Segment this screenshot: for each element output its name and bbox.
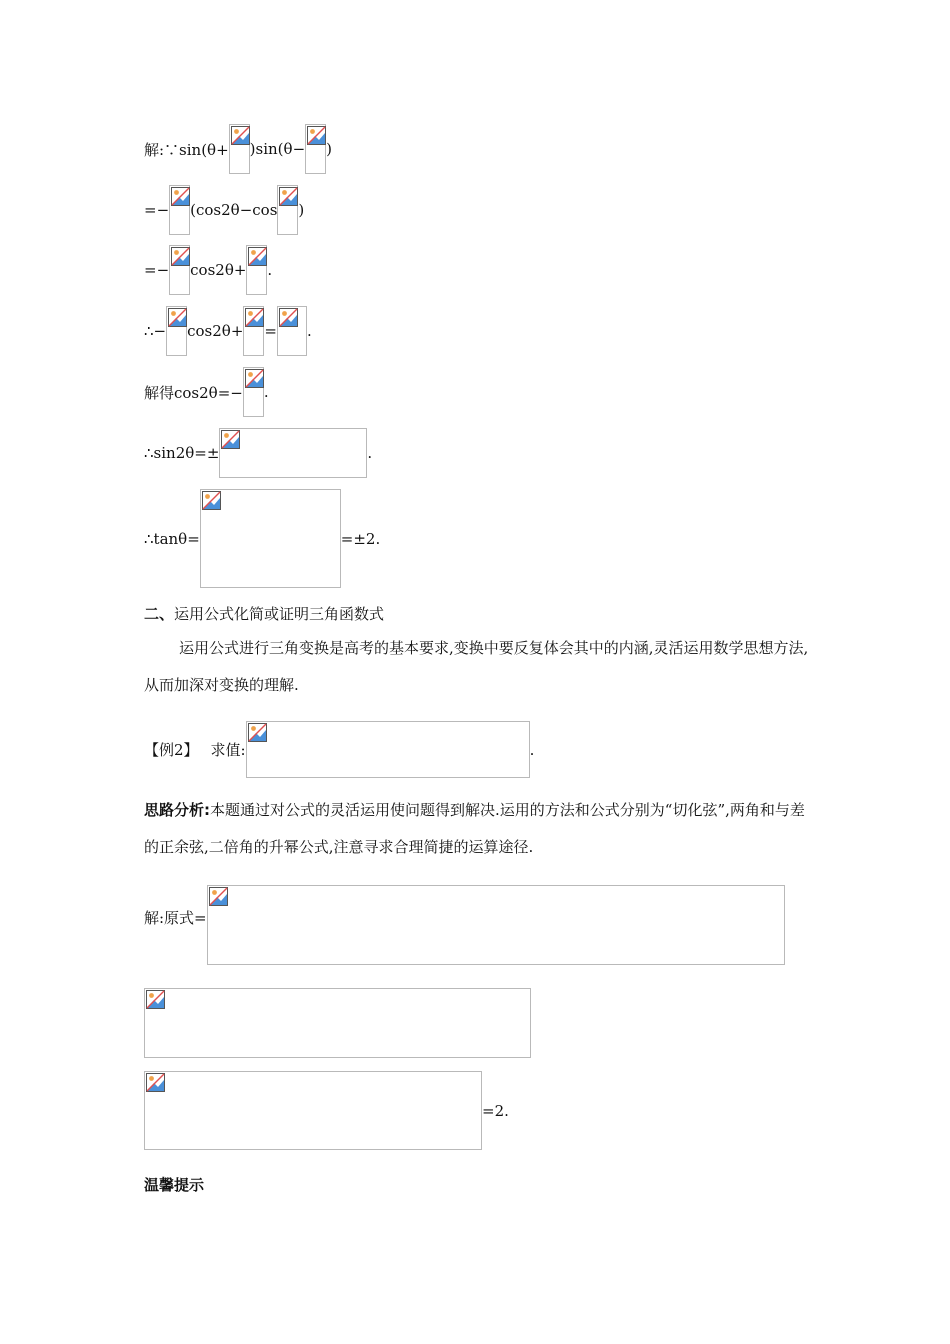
formula-image <box>243 367 264 417</box>
solution-line-5 <box>144 367 269 417</box>
line-text: ) <box>326 140 332 158</box>
section-heading <box>144 603 384 624</box>
formula-image <box>246 245 267 295</box>
broken-image-icon <box>202 491 221 510</box>
broken-image-icon <box>245 369 264 388</box>
solution-line-7 <box>144 489 380 588</box>
line-text: =±2. <box>340 529 381 548</box>
line-text: ) <box>298 201 305 219</box>
solution-line-2 <box>144 185 304 235</box>
formula-image <box>219 428 367 478</box>
analysis-label: 思路分析: <box>144 801 210 819</box>
broken-image-icon <box>231 126 250 145</box>
line-text: (cos2θ−cos <box>190 201 278 219</box>
line-text: cos2θ+ <box>187 322 244 340</box>
formula-image <box>144 1071 482 1150</box>
line-text: = <box>264 322 277 340</box>
line-text: =− <box>144 261 170 279</box>
line-text: . <box>529 740 535 759</box>
section-intro: 运用公式进行三角变换是高考的基本要求,变换中要反复体会其中的内涵,灵活运用数学思想方法,从而加深对变换的理解. <box>144 639 809 694</box>
broken-image-icon <box>279 308 298 327</box>
line-text: ∴sin2θ=± <box>144 444 220 462</box>
formula-image <box>207 885 785 965</box>
broken-image-icon <box>248 247 267 266</box>
section-number: 二、 <box>144 605 175 623</box>
formula-image <box>277 306 307 356</box>
analysis-text: 本题通过对公式的灵活运用使问题得到解决.运用的方法和公式分别为“切化弦”,两角和与差的正余弦,二倍角的升幂公式,注意寻求合理简捷的运算途径. <box>144 801 805 856</box>
formula-image <box>229 124 250 174</box>
line-text: . <box>306 322 312 340</box>
solution-line-4 <box>144 306 312 356</box>
line-text: 解得cos2θ=− <box>144 383 243 402</box>
line-text: ∴tanθ= <box>144 529 200 548</box>
formula-image <box>144 988 531 1058</box>
example-label: 【例2】 <box>144 741 199 759</box>
formula-image <box>169 245 190 295</box>
solution-label: 解:原式= <box>144 909 207 927</box>
formula-image <box>277 185 298 235</box>
solution-2-line-2 <box>144 988 531 1058</box>
example-2 <box>144 721 534 778</box>
line-text: . <box>267 261 273 279</box>
formula-image <box>246 721 530 778</box>
line-text: =2. <box>482 1101 509 1120</box>
solution-line-6 <box>144 428 372 478</box>
line-text: . <box>263 383 269 401</box>
line-text: . <box>367 444 373 462</box>
formula-image <box>169 185 190 235</box>
section-title: 运用公式化简或证明三角函数式 <box>174 605 385 623</box>
broken-image-icon <box>146 1073 165 1092</box>
solution-2-line-1 <box>144 885 785 965</box>
broken-image-icon <box>307 126 326 145</box>
tip-heading: 温馨提示 <box>144 1176 205 1194</box>
broken-image-icon <box>171 247 190 266</box>
formula-image <box>166 306 187 356</box>
line-text: ∴− <box>144 322 167 340</box>
line-text: )sin(θ− <box>249 140 306 158</box>
formula-image <box>200 489 341 588</box>
broken-image-icon <box>245 308 264 327</box>
solution-2-line-3 <box>144 1071 509 1150</box>
solution-line-3 <box>144 245 272 295</box>
line-text: cos2θ+ <box>190 261 247 279</box>
line-text: 解:∵sin(θ+ <box>144 140 229 159</box>
broken-image-icon <box>168 308 187 327</box>
broken-image-icon <box>279 187 298 206</box>
formula-image <box>305 124 326 174</box>
broken-image-icon <box>221 430 240 449</box>
broken-image-icon <box>146 990 165 1009</box>
broken-image-icon <box>209 887 228 906</box>
formula-image <box>243 306 264 356</box>
example-text: 求值: <box>210 741 246 759</box>
broken-image-icon <box>171 187 190 206</box>
solution-line-1 <box>144 124 332 174</box>
analysis-paragraph <box>144 792 810 866</box>
broken-image-icon <box>248 723 267 742</box>
line-text: =− <box>144 201 170 219</box>
